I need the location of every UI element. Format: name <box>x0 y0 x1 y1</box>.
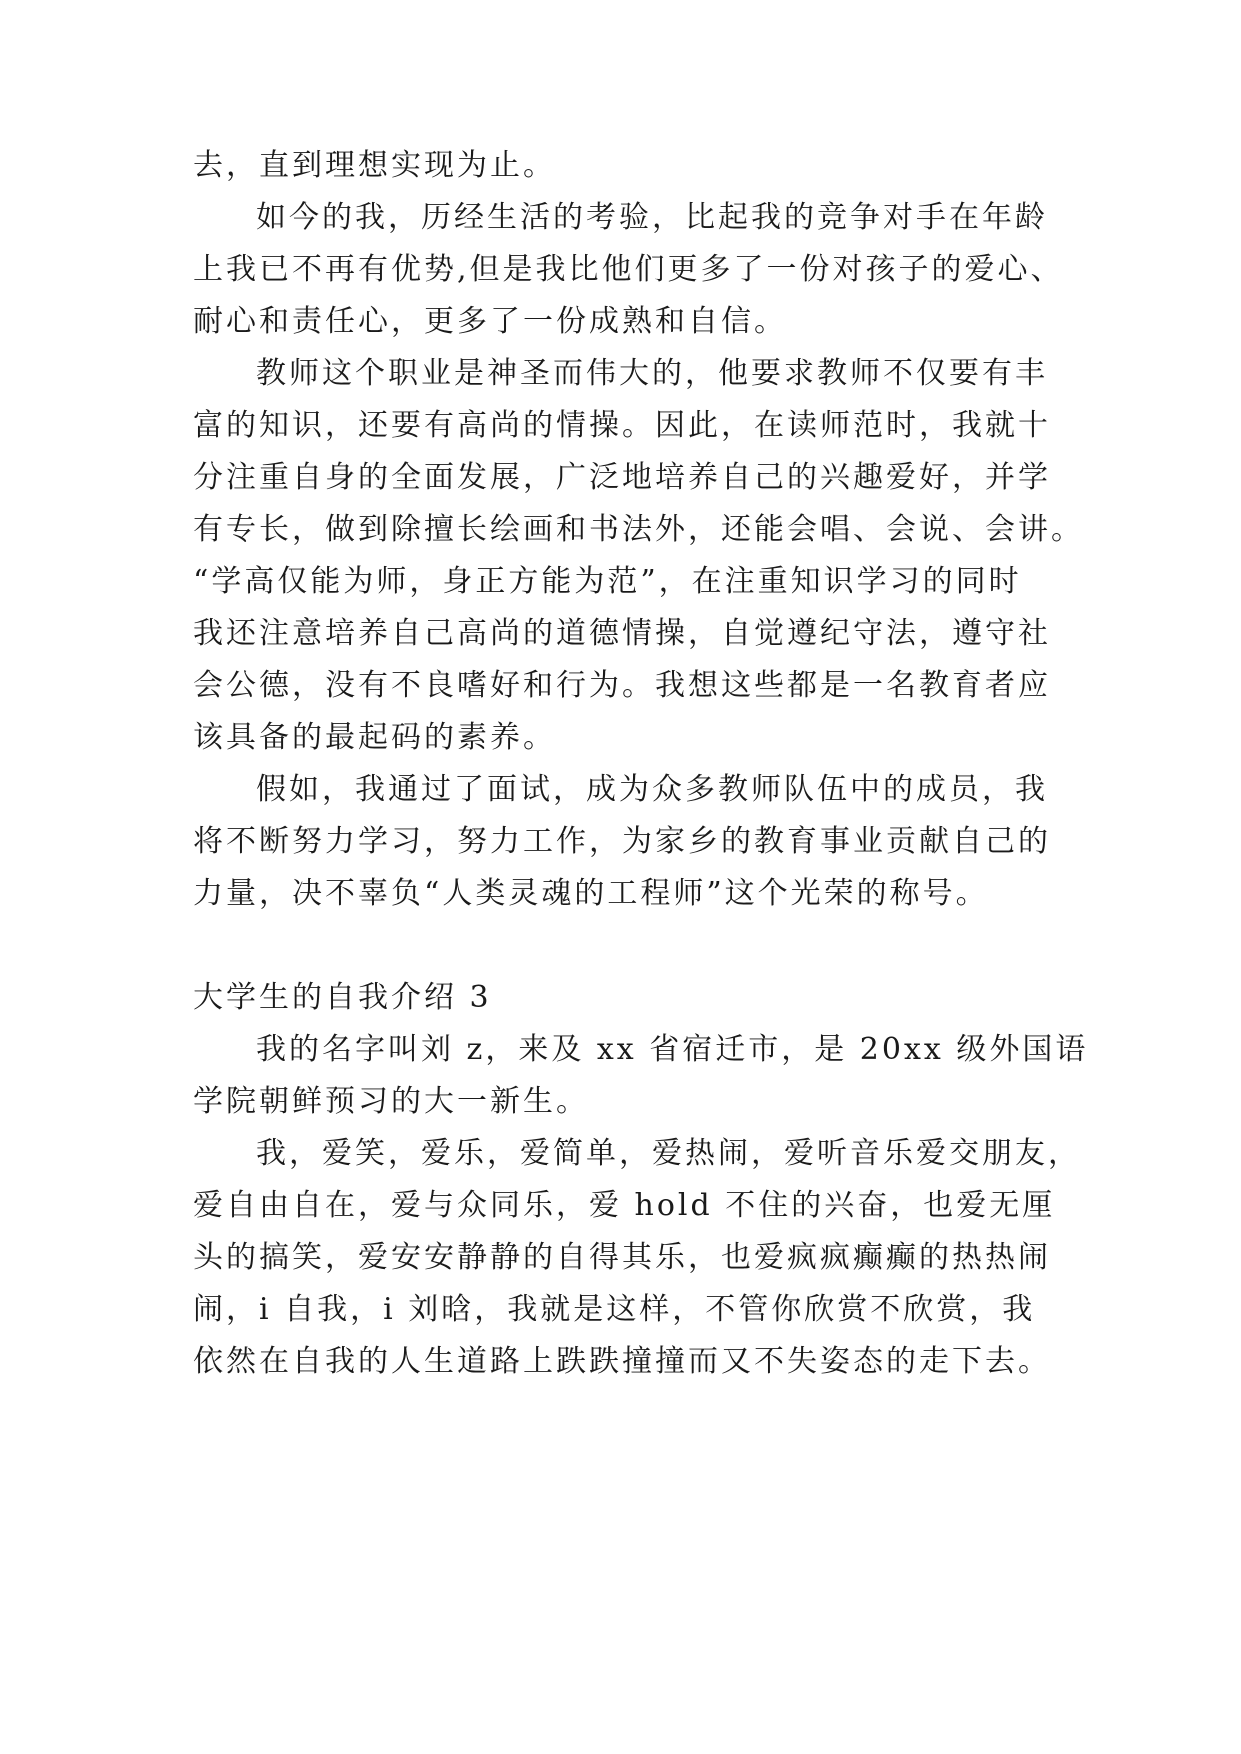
text-line: “学高仅能为师，身正方能为范”，在注重知识学习的同时 <box>193 564 1022 599</box>
text-line: 依然在自我的人生道路上跌跌撞撞而又不失姿态的走下去。 <box>193 1344 1051 1379</box>
paragraph-first-line: 假如，我通过了面试，成为众多教师队伍中的成员，我 <box>256 772 1048 807</box>
text-line: 头的搞笑，爱安安静静的自得其乐，也爱疯疯癫癫的热热闹 <box>193 1240 1051 1275</box>
text-line: 爱自由自在，爱与众同乐，爱 hold 不住的兴奋，也爱无厘 <box>193 1188 1056 1223</box>
paragraph-first-line: 我的名字叫刘 z，来及 xx 省宿迁市，是 20xx 级外国语 <box>256 1032 1089 1067</box>
paragraph-first-line: 如今的我，历经生活的考验，比起我的竞争对手在年龄 <box>256 200 1048 235</box>
text-line: 将不断努力学习，努力工作，为家乡的教育事业贡献自己的 <box>193 824 1051 859</box>
text-line: 学院朝鲜预习的大一新生。 <box>193 1084 589 1119</box>
text-line: 我还注意培养自己高尚的道德情操，自觉遵纪守法，遵守社 <box>193 616 1051 651</box>
text-line: 会公德，没有不良嗜好和行为。我想这些都是一名教育者应 <box>193 668 1051 703</box>
text-line: 上我已不再有优势,但是我比他们更多了一份对孩子的爱心、 <box>193 252 1064 287</box>
text-line: 力量，决不辜负“人类灵魂的工程师”这个光荣的称号。 <box>193 876 989 911</box>
text-line: 耐心和责任心，更多了一份成熟和自信。 <box>193 304 787 339</box>
text-line: 富的知识，还要有高尚的情操。因此，在读师范时，我就十 <box>193 408 1051 443</box>
text-line: 去，直到理想实现为止。 <box>193 148 556 183</box>
text-line: 闹，i 自我，i 刘晗，我就是这样，不管你欣赏不欣赏，我 <box>193 1292 1036 1327</box>
paragraph-first-line: 教师这个职业是神圣而伟大的，他要求教师不仅要有丰 <box>256 356 1048 391</box>
paragraph-first-line: 我，爱笑，爱乐，爱简单，爱热闹，爱听音乐爱交朋友， <box>256 1136 1081 1171</box>
text-line: 分注重自身的全面发展，广泛地培养自己的兴趣爱好，并学 <box>193 460 1051 495</box>
section-heading: 大学生的自我介绍 3 <box>193 980 492 1015</box>
text-line: 有专长，做到除擅长绘画和书法外，还能会唱、会说、会讲。 <box>193 512 1084 547</box>
text-line: 该具备的最起码的素养。 <box>193 720 556 755</box>
